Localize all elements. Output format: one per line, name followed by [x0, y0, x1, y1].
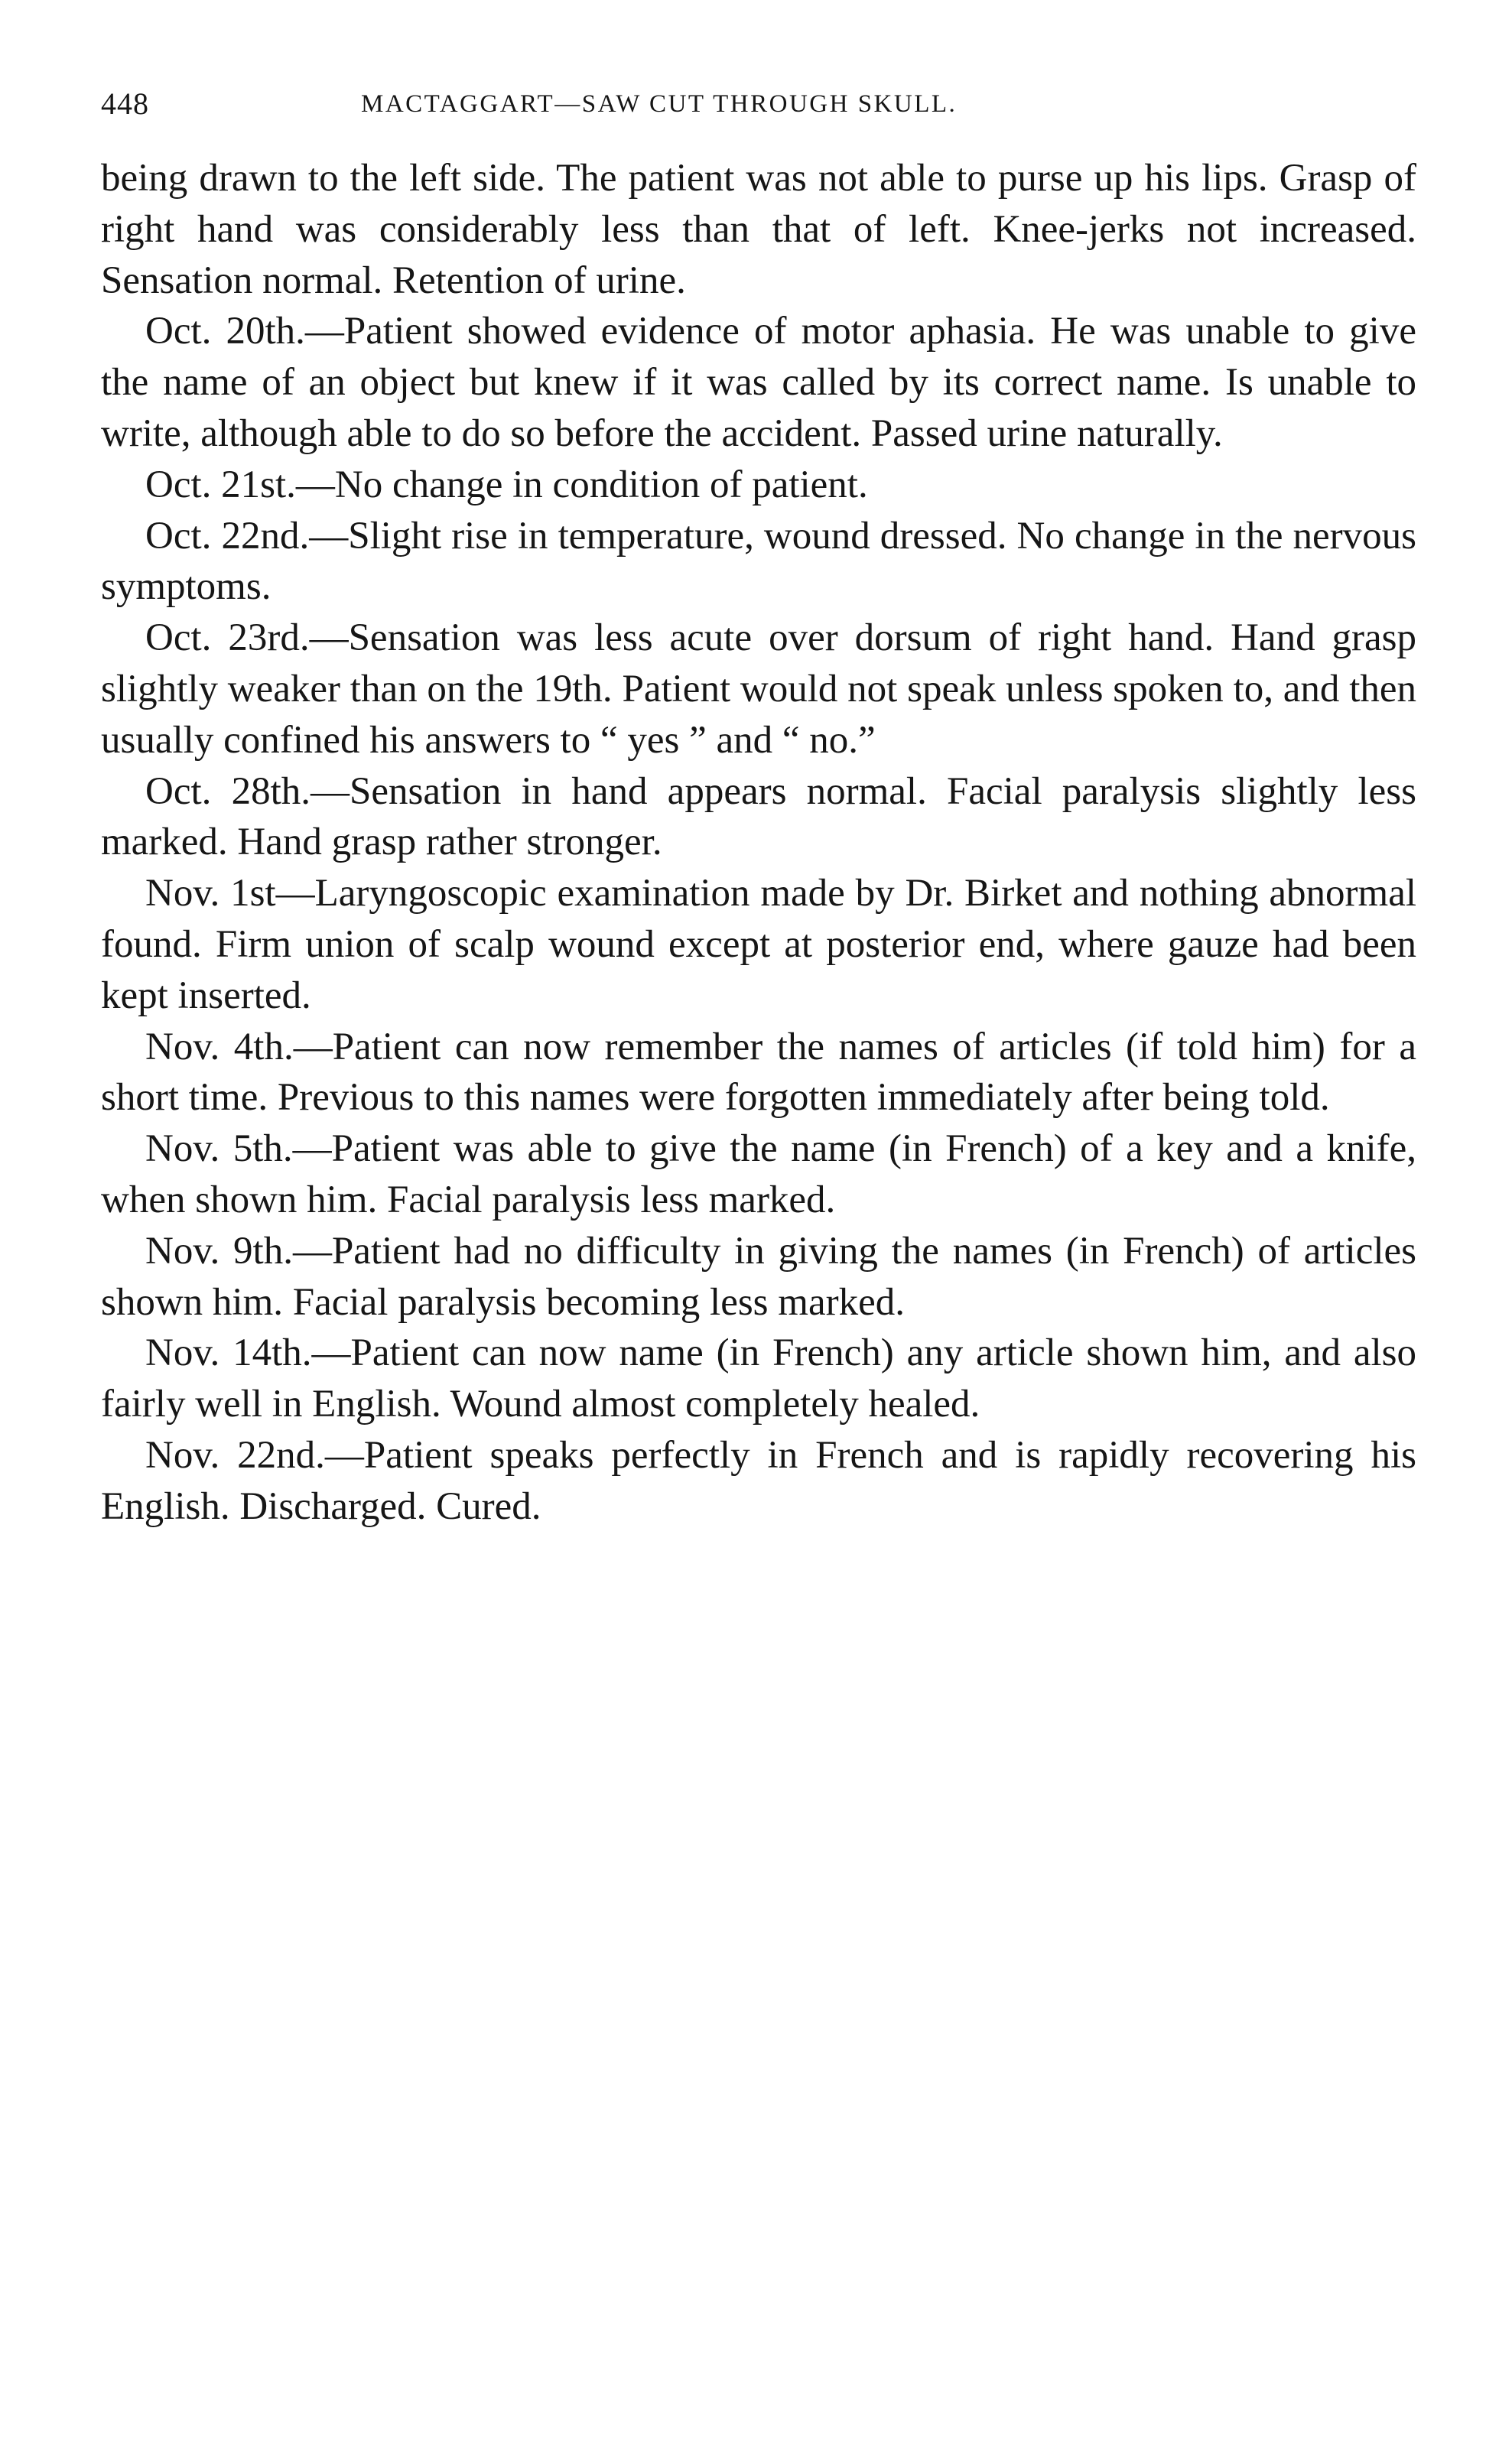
entry-oct-22: Oct. 22nd.—Slight rise in temperature, wound dressed. No change in the nervous symptoms.	[101, 514, 1416, 609]
entry-nov-1: Nov. 1st—Laryngoscopic examination made by Dr. Birket and nothing abnormal found. Firm union of scalp wound except at posterior end, where gauze had been kept inserted.	[101, 872, 1416, 1017]
entry-nov-9: Nov. 9th.—Patient had no difficulty in giving the names (in French) of articles shown him. Facial paralysis becoming less marked.	[101, 1229, 1416, 1324]
case-notes	[101, 153, 1416, 1533]
entry-nov-5: Nov. 5th.—Patient was able to give the name (in French) of a key and a knife, when shown him. Facial paralysis less marked.	[101, 1127, 1416, 1221]
page-number: 448	[101, 86, 149, 121]
entry-oct-20: Oct. 20th.—Patient showed evidence of motor aphasia. He was unable to give the name of an object but knew if it was called by its correct name. Is unable to write, although able to do so before the accident. Passed urine naturally.	[101, 310, 1416, 455]
entry-nov-4: Nov. 4th.—Patient can now remember the names of articles (if told him) for a short time. Previous to this names were forgotten immediately after being told.	[101, 1025, 1416, 1120]
running-title: MACTAGGART—SAW CUT THROUGH SKULL.	[361, 90, 958, 118]
paragraph-continuation: being drawn to the left side. The patient was not able to purse up his lips. Grasp of right hand was considerably less than that of left. Knee-jerks not increased. Sensation normal. Retention of urine.	[101, 157, 1416, 302]
running-head	[101, 86, 1416, 132]
entry-nov-22: Nov. 22nd.—Patient speaks perfectly in French and is rapidly recovering his English. Discharged. Cured.	[101, 1433, 1416, 1528]
entry-oct-23: Oct. 23rd.—Sensation was less acute over dorsum of right hand. Hand grasp slightly weaker than on the 19th. Patient would not speak unless spoken to, and then usually confined his answers to “ yes ” and “ no.”	[101, 616, 1416, 762]
entry-nov-14: Nov. 14th.—Patient can now name (in French) any article shown him, and also fairly well in English. Wound almost completely healed.	[101, 1331, 1416, 1426]
entry-oct-21: Oct. 21st.—No change in condition of patient.	[145, 463, 868, 506]
entry-oct-28: Oct. 28th.—Sensation in hand appears normal. Facial paralysis slightly less marked. Hand grasp rather stronger.	[101, 769, 1416, 864]
